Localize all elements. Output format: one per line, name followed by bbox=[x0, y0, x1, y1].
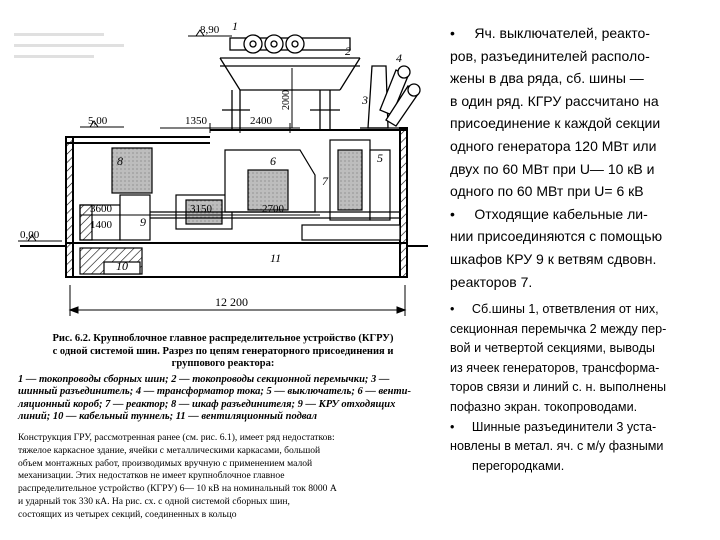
busbar-gantry bbox=[220, 35, 360, 130]
dim-500: 5,00 bbox=[88, 115, 108, 127]
cable-tunnel bbox=[80, 248, 142, 274]
dim-2400: 2400 bbox=[250, 115, 272, 127]
dim-12200: 12 200 bbox=[215, 295, 248, 309]
bullet-paragraph-1: • Яч. выключателей, реакто- bbox=[450, 25, 650, 41]
mark-10: 10 bbox=[116, 259, 128, 273]
description-note: Конструкция ГРУ, рассмотренная ранее (см. рис. 6.1), имеет ряд недостатков: тяжелое каркасное здание, ячейки с металлическими каркасами, большой объем монтажных работ, производимых вручную с применением малой механизации. Этих недостатков не имеет крупноблочное главное распределительное устройство (КГРУ) 6— 10 кВ на номинальный ток 8000 А и ударный ток 330 кА. На рис. сх. с одной системой сборных шин, состоящих из четырех секций, соединенных в кольцо bbox=[18, 432, 337, 520]
right-text-block: • Яч. выключателей, реакто- ров, разъединителей располо- жены в два ряда, сб. шины — в один ряд. КГРУ рассчитано на присоединение к каждой секции одного генератора 120 МВт или двух по 60 МВт при U— 10 кВ и одного по 60 МВт при U= 6 кВ • Отходящие кабельные ли- нии присоединяются с помощью шкафов КРУ 9 к ветвям сдвовн. реакторов 7. bbox=[450, 22, 715, 293]
caption-legend: 1 — токопроводы сборных шин; 2 — токопроводы секционной перемычки; 3 — шинный разъединитель; 4 — трансформатор тока; 5 — выключатель; 6 — венти- ляционный короб; 7 — реактор; 8 — шкаф разъединителя; 9 — КРУ отходящих линий; 10 — кабельный туннель; 11 — вентиляционный подвал bbox=[18, 373, 412, 422]
mark-6: 6 bbox=[270, 154, 276, 168]
elevation-mark-890 bbox=[188, 24, 232, 36]
right-text-block-lower: • Сб.шины 1, ответвления от них, секционная перемычка 2 между пер- вой и четвертой секциями, выводы из ячеек генераторов, трансформа- торов связи и линий с. н. выполнены пофазно экран. токопроводами. • Шинные разъединители 3 уста- новлены в метал. яч. с м/у фазными перегородками. bbox=[450, 300, 715, 476]
equipment bbox=[80, 140, 400, 240]
dim-2000-line bbox=[281, 68, 292, 128]
mark-1: 1 bbox=[232, 19, 238, 33]
elevation-mark-000 bbox=[18, 229, 62, 241]
mark-4: 4 bbox=[396, 51, 402, 65]
wall-bushings bbox=[360, 66, 420, 128]
background-ghost-text bbox=[14, 33, 124, 58]
mark-9: 9 bbox=[140, 215, 146, 229]
dim-1350: 1350 bbox=[185, 115, 207, 127]
mark-2: 2 bbox=[345, 44, 351, 58]
bullet-1: • bbox=[450, 25, 455, 41]
figure-caption bbox=[18, 333, 428, 424]
bullet-paragraph-3: • Сб.шины 1, ответвления от них, bbox=[450, 302, 659, 316]
dim-000: 0,00 bbox=[20, 229, 40, 241]
mark-3: 3 bbox=[362, 93, 368, 107]
bullet-paragraph-4: • Шинные разъединители 3 уста- bbox=[450, 419, 657, 434]
dim-row-top bbox=[160, 123, 300, 133]
mark-7: 7 bbox=[322, 174, 328, 188]
mark-5: 5 bbox=[377, 151, 383, 165]
bullet-3: • bbox=[450, 302, 455, 316]
dim-2000: 2000 bbox=[281, 90, 292, 110]
dim-1400: 1400 bbox=[90, 219, 112, 231]
elevation-mark-500 bbox=[80, 115, 124, 127]
dim-2700: 2700 bbox=[262, 203, 284, 215]
dim-3600: 3600 bbox=[90, 203, 112, 215]
bullet-paragraph-2: • Отходящие кабельные ли- bbox=[450, 205, 648, 222]
mark-11: 11 bbox=[270, 251, 282, 265]
caption-title: Рис. 6.2. Крупноблочное главное распределительное устройство (КГРУ) с одной системой шин. Разрез по цепям генераторного присоединения и группового реактора: bbox=[52, 333, 394, 369]
bullet-2: • bbox=[450, 205, 455, 222]
mark-8: 8 bbox=[117, 154, 123, 168]
bullet-4: • bbox=[450, 419, 455, 434]
dim-3150: 3150 bbox=[190, 203, 212, 215]
dim-890: 8,90 bbox=[200, 24, 220, 36]
